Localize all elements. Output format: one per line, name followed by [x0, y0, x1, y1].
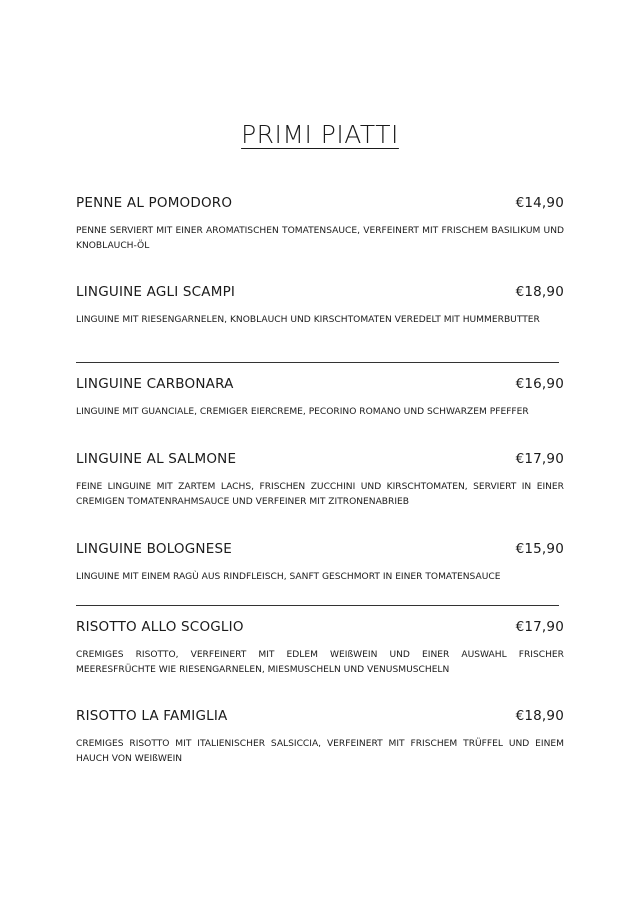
menu-item-name: RISOTTO LA FAMIGLIA [76, 708, 228, 724]
menu-item-price: €18,90 [515, 708, 564, 724]
menu-item [76, 376, 564, 420]
menu-item [76, 708, 564, 766]
menu-item-name: PENNE AL POMODORO [76, 195, 233, 211]
menu-item-description: FEINE LINGUINE MIT ZARTEM LACHS, FRISCHEN ZUCCHINI UND KIRSCHTOMATEN, SERVIERT IN EINER CREMIGEN TOMATENRAHMSAUCE UND VERFEINER MIT ZITRONENABRIEB [76, 482, 564, 507]
menu-item-name: RISOTTO ALLO SCOGLIO [76, 619, 244, 635]
menu-item-name: LINGUINE BOLOGNESE [76, 541, 232, 557]
menu-item-description: CREMIGES RISOTTO, VERFEINERT MIT EDLEM WEIßWEIN UND EINER AUSWAHL FRISCHER MEERESFRÜCHTE WIE RIESENGARNELEN, MIESMUSCHELN UND VENUSMUSCHELN [76, 650, 564, 675]
page-title-text: PRIMI PIATTI [241, 120, 399, 149]
section-divider [76, 605, 559, 606]
menu-item [76, 619, 564, 677]
menu-item [76, 195, 564, 253]
menu-item-price: €17,90 [515, 619, 564, 635]
section-divider [76, 362, 559, 363]
menu-item-description: CREMIGES RISOTTO MIT ITALIENISCHER SALSICCIA, VERFEINERT MIT FRISCHEM TRÜFFEL UND EINEM HAUCH VON WEIßWEIN [76, 739, 564, 764]
menu-item [76, 451, 564, 509]
menu-item-price: €17,90 [515, 451, 564, 467]
menu-item [76, 284, 564, 328]
menu-item-description: PENNE SERVIERT MIT EINER AROMATISCHEN TOMATENSAUCE, VERFEINERT MIT FRISCHEM BASILIKUM UND KNOBLAUCH-ÖL [76, 226, 564, 251]
menu-item-name: LINGUINE CARBONARA [76, 376, 234, 392]
menu-item-description: LINGUINE MIT RIESENGARNELEN, KNOBLAUCH UND KIRSCHTOMATEN VEREDELT MIT HUMMERBUTTER [76, 315, 540, 325]
menu-item-description: LINGUINE MIT GUANCIALE, CREMIGER EIERCREME, PECORINO ROMANO UND SCHWARZEM PFEFFER [76, 407, 529, 417]
menu-item-price: €18,90 [515, 284, 564, 300]
menu-item-price: €14,90 [515, 195, 564, 211]
menu-item-price: €16,90 [515, 376, 564, 392]
page-title [0, 120, 640, 149]
menu-item-name: LINGUINE AL SALMONE [76, 451, 237, 467]
menu-item-name: LINGUINE AGLI SCAMPI [76, 284, 236, 300]
menu-item-price: €15,90 [515, 541, 564, 557]
menu-item [76, 541, 564, 585]
menu-item-description: LINGUINE MIT EINEM RAGÙ AUS RINDFLEISCH, SANFT GESCHMORT IN EINER TOMATENSAUCE [76, 572, 501, 582]
